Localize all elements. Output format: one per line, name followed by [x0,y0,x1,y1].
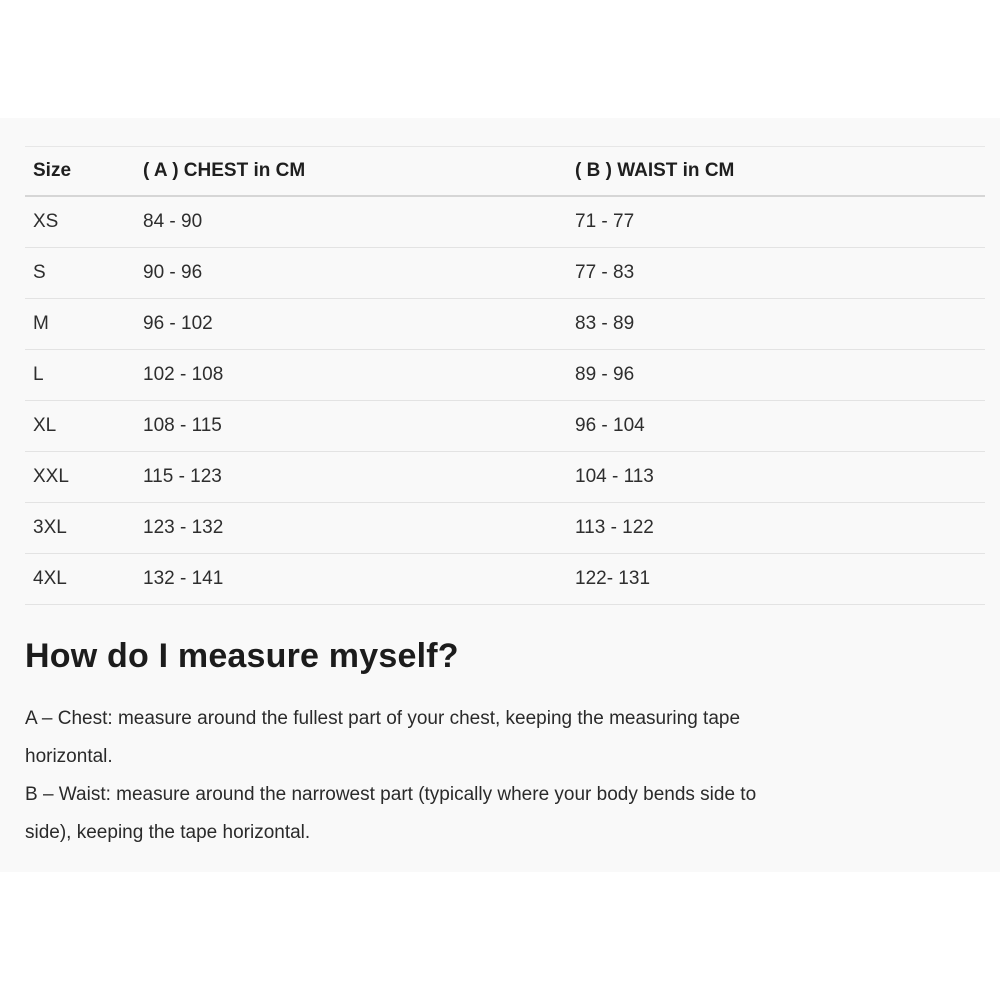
waist-cell: 113 - 122 [575,503,985,554]
table-row [25,299,985,350]
size-chart-section [0,118,1000,872]
size-cell: XL [25,401,143,452]
chest-cell: 96 - 102 [143,299,575,350]
size-cell: 3XL [25,503,143,554]
measure-guide-line: horizontal. [25,746,113,767]
size-cell: L [25,350,143,401]
table-row [25,554,985,605]
chest-cell: 115 - 123 [143,452,575,503]
size-cell: S [25,248,143,299]
column-header-chest: ( A ) CHEST in CM [143,147,575,197]
size-chart-table [25,146,985,605]
table-row [25,248,985,299]
waist-cell: 89 - 96 [575,350,985,401]
chest-cell: 84 - 90 [143,196,575,248]
chest-cell: 123 - 132 [143,503,575,554]
chest-cell: 102 - 108 [143,350,575,401]
waist-cell: 77 - 83 [575,248,985,299]
size-cell: XXL [25,452,143,503]
measure-guide-line: A – Chest: measure around the fullest part of your chest, keeping the measuring tape [25,708,741,729]
waist-cell: 71 - 77 [575,196,985,248]
size-cell: 4XL [25,554,143,605]
chest-cell: 90 - 96 [143,248,575,299]
chest-cell: 108 - 115 [143,401,575,452]
column-header-size: Size [25,147,143,197]
waist-cell: 96 - 104 [575,401,985,452]
waist-cell: 83 - 89 [575,299,985,350]
chest-cell: 132 - 141 [143,554,575,605]
table-row [25,452,985,503]
column-header-waist: ( B ) WAIST in CM [575,147,985,197]
table-row [25,503,985,554]
table-row [25,196,985,248]
size-cell: XS [25,196,143,248]
measure-guide-line: B – Waist: measure around the narrowest part (typically where your body bends side to [25,784,757,805]
size-chart-body [25,196,985,605]
size-cell: M [25,299,143,350]
waist-cell: 122- 131 [575,554,985,605]
table-row [25,350,985,401]
table-row [25,401,985,452]
waist-cell: 104 - 113 [575,452,985,503]
measure-guide-line: side), keeping the tape horizontal. [25,822,311,843]
size-chart-header [25,147,985,197]
header-row [25,147,985,197]
measure-guide-text [25,700,960,852]
measure-guide-heading: How do I measure myself? [25,637,459,675]
